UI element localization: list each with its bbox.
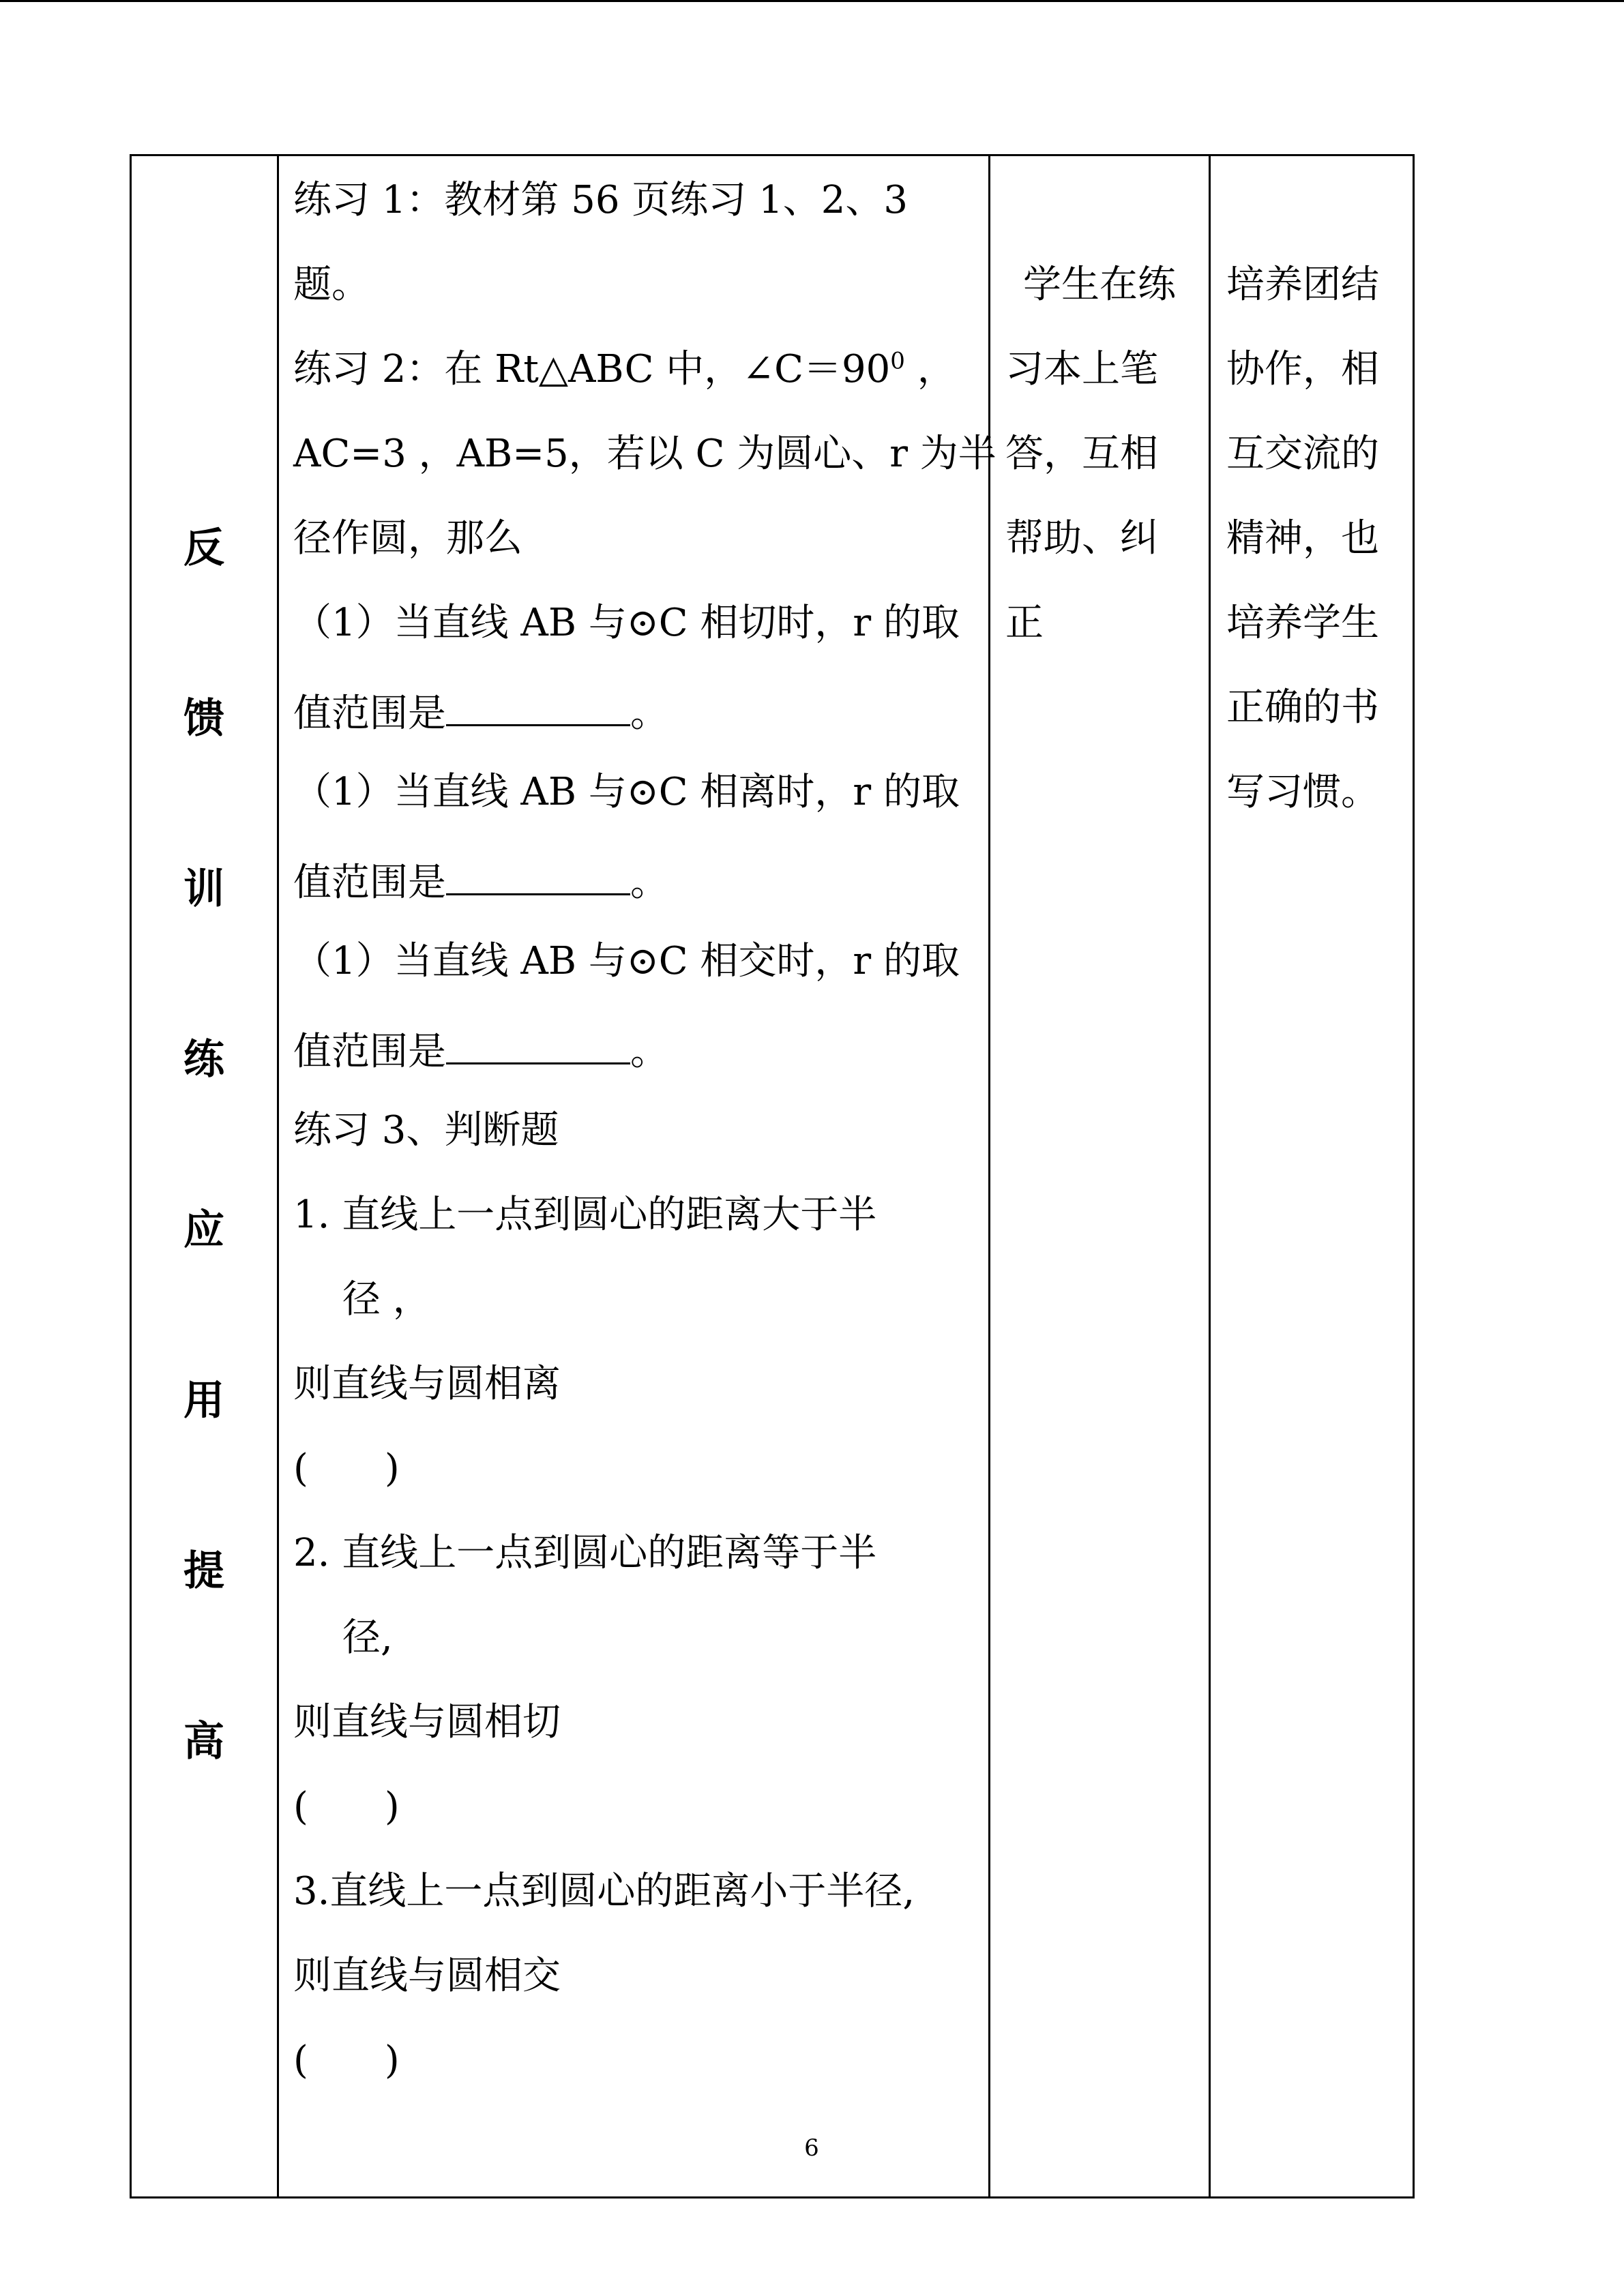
section-heading-char: 反 — [183, 524, 224, 572]
degree-superscript: 0 — [890, 347, 905, 375]
student-activity-text: 学生在练 — [1023, 263, 1176, 307]
question-1-label: 值范围是 — [293, 691, 446, 736]
true-false-1-answer: ( ) — [293, 1446, 400, 1491]
true-false-2-text: 2. 直线上一点到圆心的距离等于半 — [293, 1531, 877, 1575]
student-activity-text: 正 — [1005, 601, 1044, 645]
answer-blank — [446, 1024, 630, 1064]
question-3-text: （1）当直线 AB 与⊙C 相交时，r 的取 — [293, 939, 960, 983]
section-heading-char: 高 — [183, 1718, 224, 1765]
design-intent-text: 培养团结 — [1226, 263, 1379, 307]
question-3-answer-line — [293, 1024, 668, 1074]
page-number: 6 — [804, 2134, 819, 2162]
table-divider-3 — [1209, 154, 1211, 2198]
true-false-2-text: 径, — [342, 1615, 393, 1660]
true-false-2-text: 则直线与圆相切 — [293, 1700, 561, 1744]
student-activity-text: 习本上笔 — [1005, 347, 1158, 391]
design-intent-text: 培养学生 — [1226, 601, 1379, 645]
section-heading-char: 提 — [183, 1547, 224, 1595]
answer-blank — [446, 855, 630, 895]
design-intent-text: 正确的书 — [1226, 685, 1379, 730]
question-2-answer-line — [293, 855, 668, 905]
exercise-2-text — [293, 348, 956, 391]
exercise-1-text: 练习 1：教材第 56 页练习 1、2、3 — [293, 178, 908, 222]
question-1-answer-line — [293, 686, 668, 736]
page-top-rule — [0, 0, 1624, 2]
question-2-label: 值范围是 — [293, 861, 446, 905]
section-heading-column — [130, 154, 278, 2198]
true-false-1-text: 则直线与圆相离 — [293, 1362, 561, 1406]
section-heading-char: 应 — [183, 1206, 224, 1254]
question-2-text: （1）当直线 AB 与⊙C 相离时，r 的取 — [293, 770, 960, 814]
true-false-3-text: 3.直线上一点到圆心的距离小于半径, — [293, 1869, 915, 1913]
design-intent-text: 互交流的 — [1226, 432, 1379, 476]
section-heading-char: 馈 — [183, 695, 224, 743]
period: 。 — [630, 1030, 668, 1074]
exercise-3-title: 练习 3、判断题 — [293, 1108, 559, 1152]
design-intent-text: 写习惯。 — [1226, 770, 1379, 814]
exercise-2-text-part: 练习 2：在 Rt△ABC 中，∠C＝90 — [293, 347, 891, 391]
question-3-label: 值范围是 — [293, 1030, 446, 1074]
design-intent-text: 精神，也 — [1226, 516, 1379, 561]
student-activity-text: 帮助、纠 — [1005, 516, 1158, 561]
period: 。 — [630, 691, 668, 736]
section-heading-char: 练 — [183, 1036, 224, 1084]
question-1-text: （1）当直线 AB 与⊙C 相切时，r 的取 — [293, 601, 960, 645]
section-heading-char: 训 — [183, 865, 224, 913]
section-heading-char: 用 — [183, 1377, 224, 1425]
true-false-1-text: 1. 直线上一点到圆心的距离大于半 — [293, 1193, 877, 1237]
student-activity-text: 答，互相 — [1005, 432, 1158, 476]
exercise-1-text: 题。 — [293, 263, 370, 307]
true-false-1-text: 径 ， — [342, 1277, 431, 1322]
exercise-2-text: AC=3 ，AB=5，若以 C 为圆心、r 为半 — [293, 432, 996, 476]
true-false-3-answer: ( ) — [293, 2038, 400, 2083]
true-false-2-answer: ( ) — [293, 1785, 400, 1829]
exercise-2-text: 径作圆，那么 — [293, 516, 522, 561]
exercise-2-text-part: ， — [904, 347, 956, 391]
period: 。 — [630, 861, 668, 905]
answer-blank — [446, 686, 630, 726]
design-intent-text: 协作，相 — [1226, 347, 1379, 391]
true-false-3-text: 则直线与圆相交 — [293, 1954, 561, 1998]
